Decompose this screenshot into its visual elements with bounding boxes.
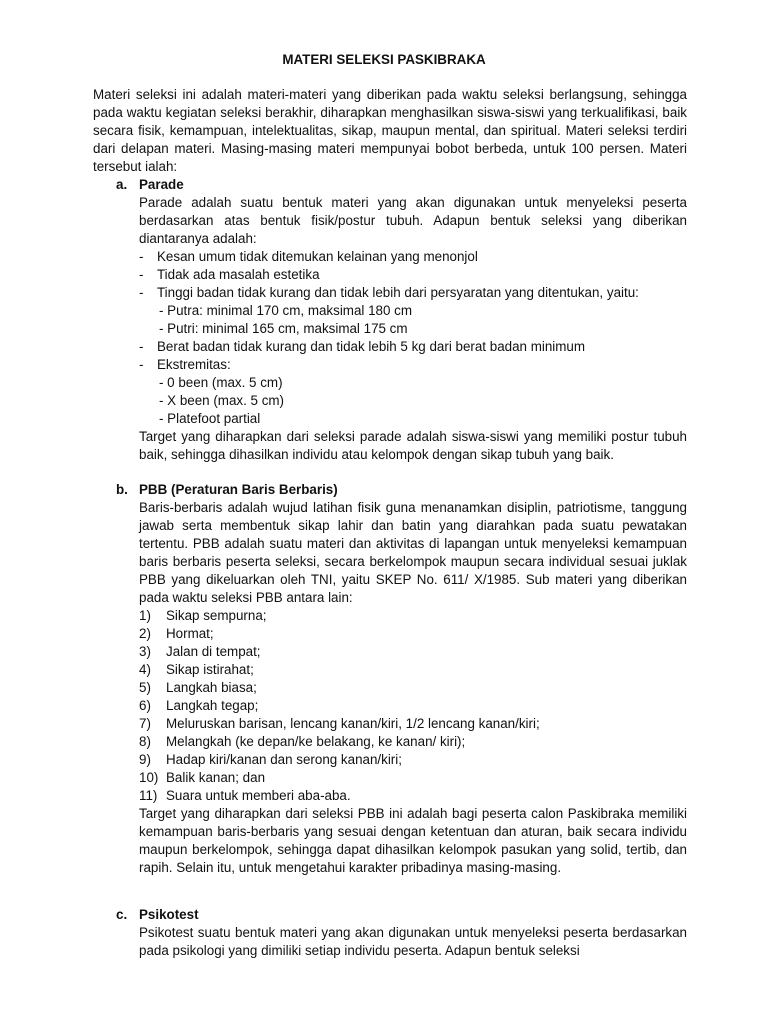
section-parade [93,176,687,464]
list-item: 1) Sikap sempurna; [139,608,267,623]
list-item: 6) Langkah tegap; [139,698,259,713]
list-item: 11) Suara untuk memberi aba-aba. [139,788,351,803]
list-item: 9) Hadap kiri/kanan dan serong kanan/kiri; [139,752,402,767]
list-item: - Tidak ada masalah estetika [139,267,320,282]
list-item: - Kesan umum tidak ditemukan kelainan yang menonjol [139,249,478,264]
section-target: Target yang diharapkan dari seleksi parade adalah siswa-siswi yang memiliki postur tubuh baik, sehingga dihasilkan individu atau kelompok dengan sikap tubuh yang baik. [139,429,687,462]
section-intro: Parade adalah suatu bentuk materi yang akan digunakan untuk menyeleksi peserta berdasarkan atas bentuk fisik/postur tubuh. Adapun bentuk seleksi yang diberikan diantaranya adalah: [139,195,687,246]
section-label: a. [116,177,128,192]
section-target: Target yang diharapkan dari seleksi PBB ini adalah bagi peserta calon Paskibraka memiliki kemampuan baris-berbaris yang sesuai dengan ketentuan dan aturan, baik secara individu maupun berkelompok, sehingga dapat dihasilkan kelompok pasukan yang solid, tertib, dan rapih. Selain itu, untuk mengetahui karakter pribadinya masing-masing. [139,806,687,875]
list-item: 8) Melangkah (ke depan/ke belakang, ke kanan/ kiri); [139,734,466,749]
section-label: b. [116,482,128,497]
section-intro: Baris-berbaris adalah wujud latihan fisik guna menanamkan disiplin, patriotisme, tanggung jawab serta membentuk sikap lahir dan batin yang diarahkan pada suatu pewatakan tertentu. PBB adalah suatu materi dan aktivitas di lapangan untuk menyeleksi kemampuan baris berbaris peserta seleksi, secara berkelompok maupun secara individual sesuai juklak PBB yang dikeluarkan oleh TNI, yaitu SKEP No. 611/ X/1985. Sub materi yang diberikan pada waktu seleksi PBB antara lain: [139,500,687,605]
intro-paragraph: Materi seleksi ini adalah materi-materi yang diberikan pada waktu seleksi berlangsung, sehingga pada waktu kegiatan seleksi berakhir, diharapkan menghasilkan siswa-siswi yang terkualifikasi, baik secara fisik, kemampuan, intelektualitas, sikap, maupun mental, dan spiritual. Materi seleksi terdiri dari delapan materi. Masing-masing materi mempunyai bobot berbeda, untuk 100 persen. Materi tersebut ialah: [93,87,687,174]
section-psikotest [93,906,687,960]
sublist-item: - Putri: minimal 165 cm, maksimal 175 cm [159,321,408,336]
list-item: 10) Balik kanan; dan [139,770,266,785]
section-title: Parade [139,177,184,192]
list-item: - Ekstremitas: - 0 been (max. 5 cm) - X been (max. 5 cm) - Platefoot partial [139,356,687,428]
list-item: - Tinggi badan tidak kurang dan tidak lebih dari persyaratan yang ditentukan, yaitu: - Putra: minimal 170 cm, maksimal 180 cm - Putri: minimal 165 cm, maksimal 175 cm [139,284,687,338]
list-item: 5) Langkah biasa; [139,680,257,695]
sublist-item: - 0 been (max. 5 cm) [159,375,283,390]
list-item: 7) Meluruskan barisan, lencang kanan/kiri, 1/2 lencang kanan/kiri; [139,716,540,731]
parade-criteria-list [139,248,687,428]
sublist-item: - Putra: minimal 170 cm, maksimal 180 cm [159,303,413,318]
sublist-item: - X been (max. 5 cm) [159,393,285,408]
section-heading [93,481,687,499]
section-title: Psikotest [139,907,199,922]
section-heading [93,176,687,194]
section-heading [93,906,687,924]
sublist-item: - Platefoot partial [159,411,261,426]
section-title: PBB (Peraturan Baris Berbaris) [139,482,338,497]
pbb-submateri-list [139,607,687,805]
document-title: MATERI SELEKSI PASKIBRAKA [282,52,486,67]
section-label: c. [116,907,128,922]
list-item: - Berat badan tidak kurang dan tidak lebih 5 kg dari berat badan minimum [139,339,586,354]
list-item: 4) Sikap istirahat; [139,662,254,677]
height-sublist [159,302,687,338]
list-item: 2) Hormat; [139,626,214,641]
section-pbb [93,481,687,877]
list-item: 3) Jalan di tempat; [139,644,261,659]
section-intro: Psikotest suatu bentuk materi yang akan digunakan untuk menyeleksi peserta berdasarkan pada psikologi yang dimiliki setiap individu peserta. Adapun bentuk seleksi [139,925,687,958]
extremities-sublist [159,374,687,428]
